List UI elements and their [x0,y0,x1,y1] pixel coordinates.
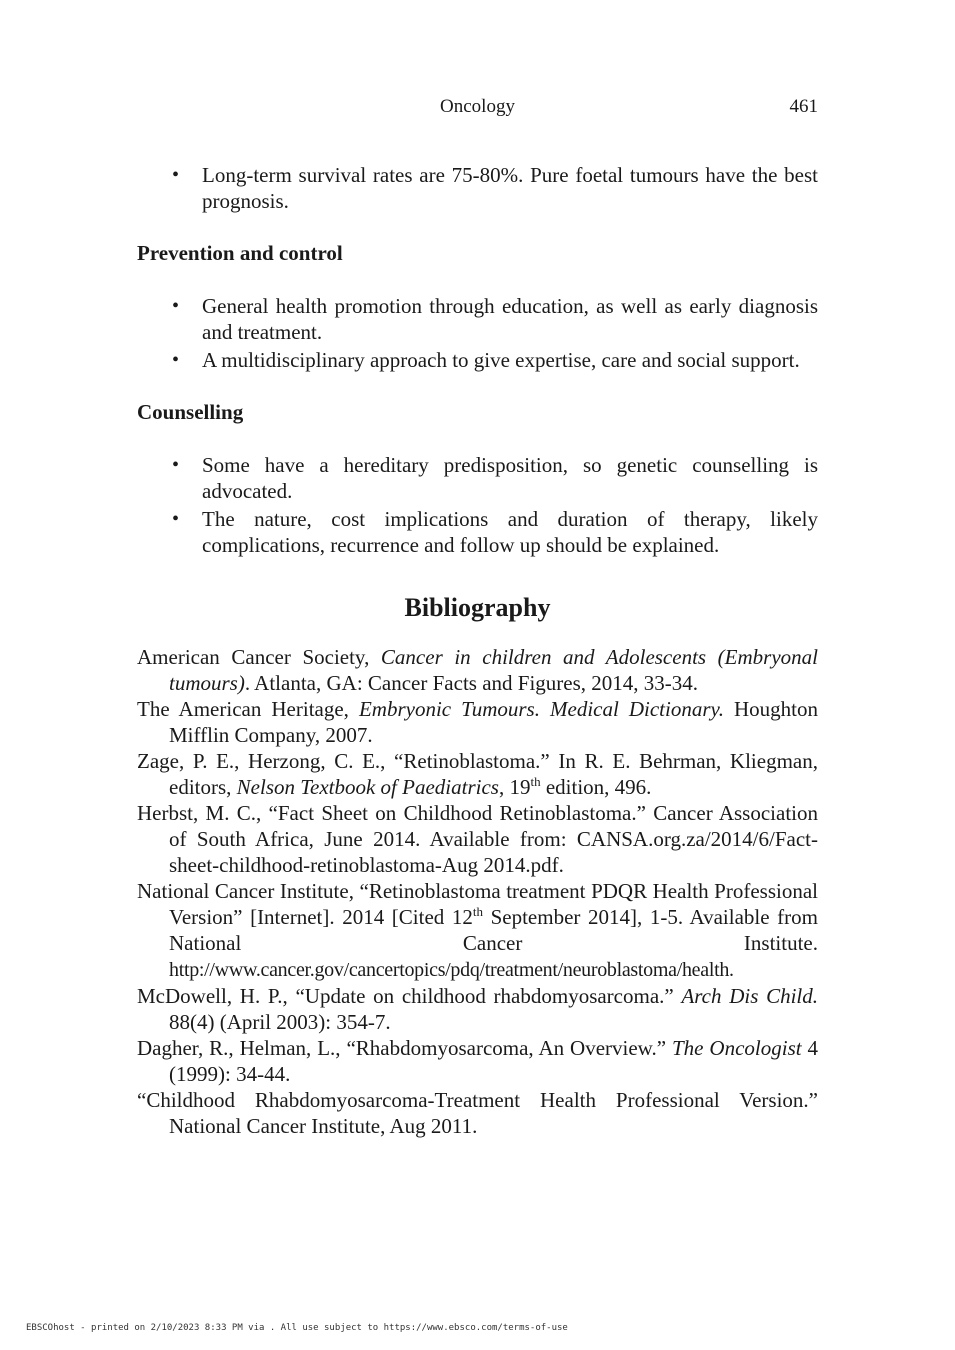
bullet-text: General health promotion through education, as well as early diagnosis and treatment. [202,294,818,344]
bullet-text: Some have a hereditary predisposition, so genetic counselling is advocated. [202,453,818,503]
entry-text: edition, 496. [540,775,652,799]
entry-text: . Atlanta, GA: Cancer Facts and Figures, 2014, 33-34. [244,671,699,695]
bibliography-list [137,644,818,1139]
bullet-text: Long-term survival rates are 75-80%. Pure foetal tumours have the best prognosis. [202,163,818,213]
entry-text: Houghton Mifflin Company, 2007. [169,697,819,747]
list-item [137,293,818,345]
running-title: Oncology [440,96,515,117]
bibliography-entry [137,800,818,878]
bullet-icon: • [172,454,180,476]
entry-text: American Cancer Society, [137,645,381,669]
bibliography-entry [137,983,818,1035]
entry-text: , 19 [498,775,531,799]
bullet-icon: • [172,295,180,317]
entry-text: National Cancer Institute, “Retinoblastoma treatment PDQR Health Professional Version” [Internet]. 2014 [Cited 12 [137,879,818,929]
bullet-icon: • [172,164,180,186]
bibliography-entry [137,1087,818,1139]
entry-text: “Childhood Rhabdomyosarcoma-Treatment Health Professional Version.” National Cancer Institute, Aug 2011. [137,1088,818,1138]
entry-text: 88(4) (April 2003): 354-7. [169,1010,391,1034]
entry-text: 4 (1999): 34-44. [169,1036,819,1086]
entry-text: Herbst, M. C., “Fact Sheet on Childhood Retinoblastoma.” Cancer Association of South Africa, June 2014. Available from: CANSA.org.za/2014/6/Fact-sheet-childhood-retinoblastoma-Aug 2014.pdf. [137,801,818,877]
bibliography-entry [137,1035,818,1087]
section-heading-prevention: Prevention and control [137,241,343,265]
entry-text: The American Heritage, [137,697,359,721]
list-item [137,347,818,373]
running-header [137,96,818,120]
entry-superscript: th [530,774,541,789]
list-item [137,452,818,504]
page-number: 461 [789,96,818,117]
entry-url: http://www.cancer.gov/cancertopics/pdq/treatment/neuroblastoma/health. [169,959,734,981]
entry-text: McDowell, H. P., “Update on childhood rhabdomyosarcoma.” [137,984,682,1008]
bibliography-entry [137,878,818,983]
list-item [137,162,818,214]
entry-italic-title: Nelson Textbook of Paediatrics [236,775,499,799]
entry-text: Zage, P. E., Herzong, C. E., “Retinoblastoma.” In R. E. Behrman, Kliegman, editors, [137,749,818,799]
bullet-icon: • [172,508,180,530]
bullet-icon: • [172,349,180,371]
bullet-text: A multidisciplinary approach to give expertise, care and social support. [202,348,800,372]
entry-italic-title: Arch Dis Child. [681,984,818,1008]
prevention-bullet-list [137,293,818,373]
entry-text: Dagher, R., Helman, L., “Rhabdomyosarcoma, An Overview.” [137,1036,672,1060]
list-item [137,506,818,558]
bibliography-title: Bibliography [404,593,551,622]
print-footer: EBSCOhost - printed on 2/10/2023 8:33 PM via . All use subject to https://www.ebsco.com/terms-of-use [26,1323,568,1333]
entry-italic-title: Embryonic Tumours. Medical Dictionary. [358,697,724,721]
counselling-bullet-list [137,452,818,558]
bibliography-entry [137,696,818,748]
bullet-text: The nature, cost implications and duration of therapy, likely complications, recurrence and follow up should be explained. [202,507,818,557]
section-heading-counselling: Counselling [137,400,244,424]
bibliography-entry [137,748,818,800]
entry-text: September 2014], 1-5. Available from National Cancer Institute. [169,905,818,955]
entry-superscript: th [472,904,483,919]
page-content [137,162,818,1139]
intro-bullet-list [137,162,818,214]
bibliography-entry [137,644,818,696]
entry-italic-title: Cancer in children and Adolescents (Embryonal tumours) [169,645,818,695]
entry-italic-title: The Oncologist [671,1036,802,1060]
